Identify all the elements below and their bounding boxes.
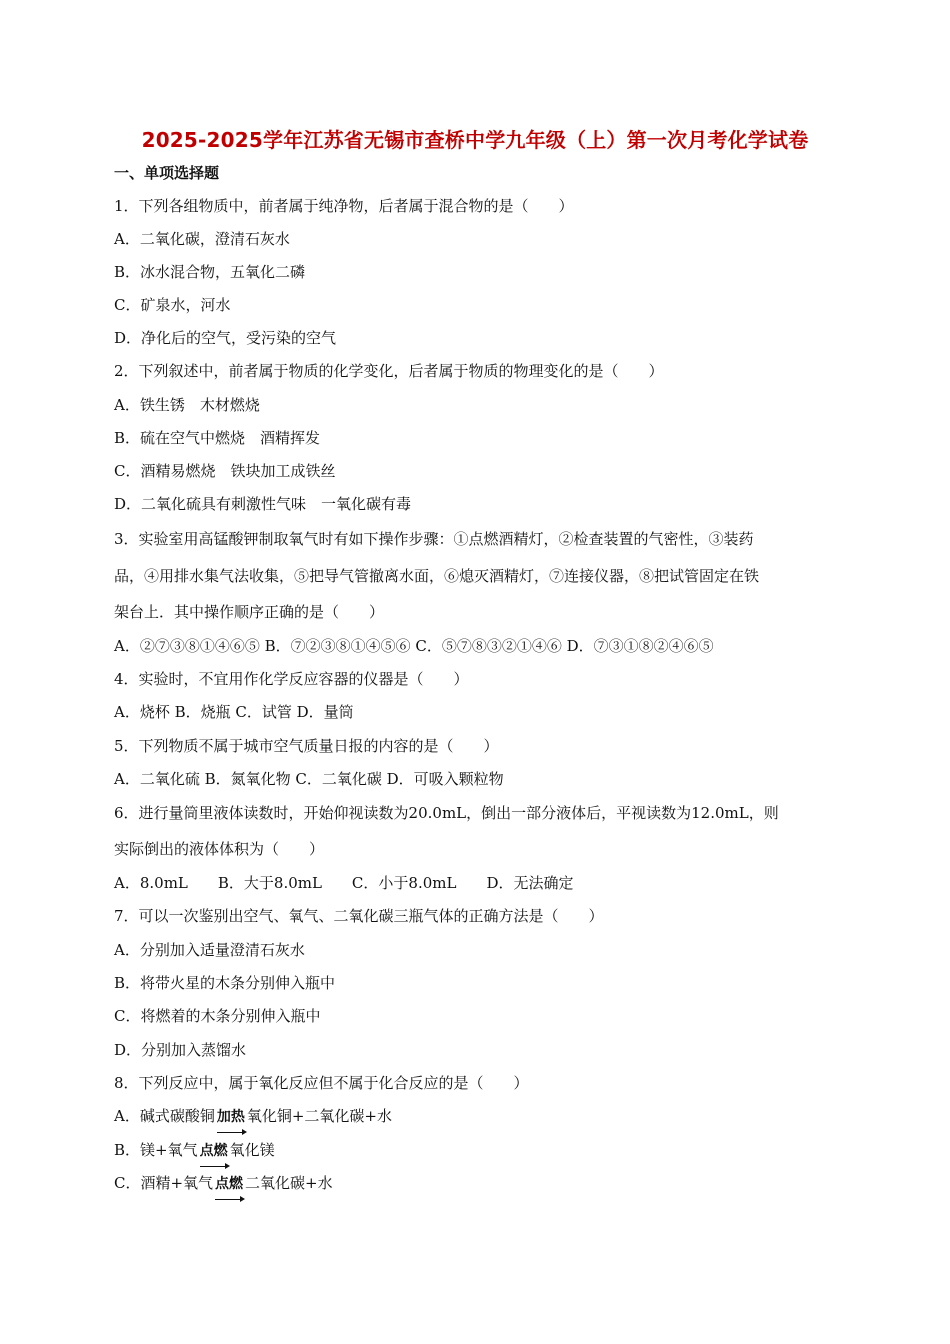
reaction-condition-arrow	[200, 1141, 228, 1161]
question-8-option-b	[114, 1140, 275, 1161]
arrow-icon	[200, 1166, 228, 1167]
question-2-option-a: A．铁生锈 木材燃烧	[114, 396, 260, 414]
question-8-option-c	[114, 1173, 333, 1194]
question-3-stem-line-1: 3．实验室用高锰酸钾制取氧气时有如下操作步骤：①点燃酒精灯，②检查装置的气密性，③装药	[114, 530, 754, 548]
reaction-condition-arrow	[215, 1174, 243, 1194]
question-5-stem: 5．下列物质不属于城市空气质量日报的内容的是（ ）	[114, 737, 499, 755]
question-2-option-b: B．硫在空气中燃烧 酒精挥发	[114, 429, 321, 447]
section-heading: 一、单项选择题	[114, 164, 220, 182]
reaction-reactants: A．碱式碳酸铜	[114, 1107, 215, 1125]
reaction-reactants: B．镁+氧气	[114, 1141, 198, 1159]
question-1-stem: 1．下列各组物质中，前者属于纯净物，后者属于混合物的是（ ）	[114, 197, 574, 215]
question-1-option-c: C．矿泉水，河水	[114, 296, 231, 314]
question-8-option-a	[114, 1106, 392, 1127]
question-6-stem-line-1: 6．进行量筒里液体读数时，开始仰视读数为20.0mL，倒出一部分液体后，平视读数为12.0mL，则	[114, 804, 779, 822]
question-8-stem: 8．下列反应中，属于氧化反应但不属于化合反应的是（ ）	[114, 1074, 529, 1092]
question-7-option-d: D．分别加入蒸馏水	[114, 1041, 247, 1059]
reaction-products: 氧化铜+二氧化碳+水	[246, 1107, 392, 1125]
reaction-reactants: C．酒精+氧气	[114, 1174, 214, 1192]
question-1-option-a: A．二氧化碳，澄清石灰水	[114, 230, 290, 248]
reaction-condition-label: 点燃	[199, 1143, 228, 1159]
arrow-icon	[215, 1199, 243, 1200]
reaction-condition-label: 点燃	[215, 1176, 244, 1192]
reaction-condition-label: 加热	[216, 1109, 245, 1125]
question-2-option-d: D．二氧化硫具有刺激性气味 一氧化碳有毒	[114, 495, 412, 513]
reaction-products: 氧化镁	[229, 1141, 275, 1159]
question-5-options: A．二氧化硫 B．氮氧化物 C．二氧化碳 D．可吸入颗粒物	[114, 770, 504, 788]
question-3-stem-line-2: 品，④用排水集气法收集，⑤把导气管撤离水面，⑥熄灭酒精灯，⑦连接仪器，⑧把试管固定在铁	[114, 567, 760, 585]
reaction-products: 二氧化碳+水	[245, 1174, 333, 1192]
page-title: 2025-2025学年江苏省无锡市查桥中学九年级（上）第一次月考化学试卷	[141, 128, 809, 152]
arrow-icon	[217, 1132, 245, 1133]
question-6-stem-line-2: 实际倒出的液体体积为（ ）	[114, 840, 325, 858]
question-2-stem: 2．下列叙述中，前者属于物质的化学变化，后者属于物质的物理变化的是（ ）	[114, 362, 664, 380]
reaction-condition-arrow	[217, 1107, 245, 1127]
question-1-option-d: D．净化后的空气，受污染的空气	[114, 329, 337, 347]
question-2-option-c: C．酒精易燃烧 铁块加工成铁丝	[114, 462, 336, 480]
question-3-stem-line-3: 架台上．其中操作顺序正确的是（ ）	[114, 603, 385, 621]
question-4-stem: 4．实验时，不宜用作化学反应容器的仪器是（ ）	[114, 670, 469, 688]
question-7-option-a: A．分别加入适量澄清石灰水	[114, 941, 305, 959]
question-7-option-c: C．将燃着的木条分别伸入瓶中	[114, 1007, 321, 1025]
question-7-option-b: B．将带火星的木条分别伸入瓶中	[114, 974, 336, 992]
question-1-option-b: B．冰水混合物，五氧化二磷	[114, 263, 306, 281]
question-4-options: A．烧杯 B．烧瓶 C．试管 D．量筒	[114, 703, 354, 721]
question-6-options: A．8.0mL B．大于8.0mL C．小于8.0mL D．无法确定	[114, 874, 574, 892]
question-3-options: A．②⑦③⑧①④⑥⑤ B．⑦②③⑧①④⑤⑥ C．⑤⑦⑧③②①④⑥ D．⑦③①⑧②④⑥⑤	[114, 637, 714, 655]
question-7-stem: 7．可以一次鉴别出空气、氧气、二氧化碳三瓶气体的正确方法是（ ）	[114, 907, 604, 925]
